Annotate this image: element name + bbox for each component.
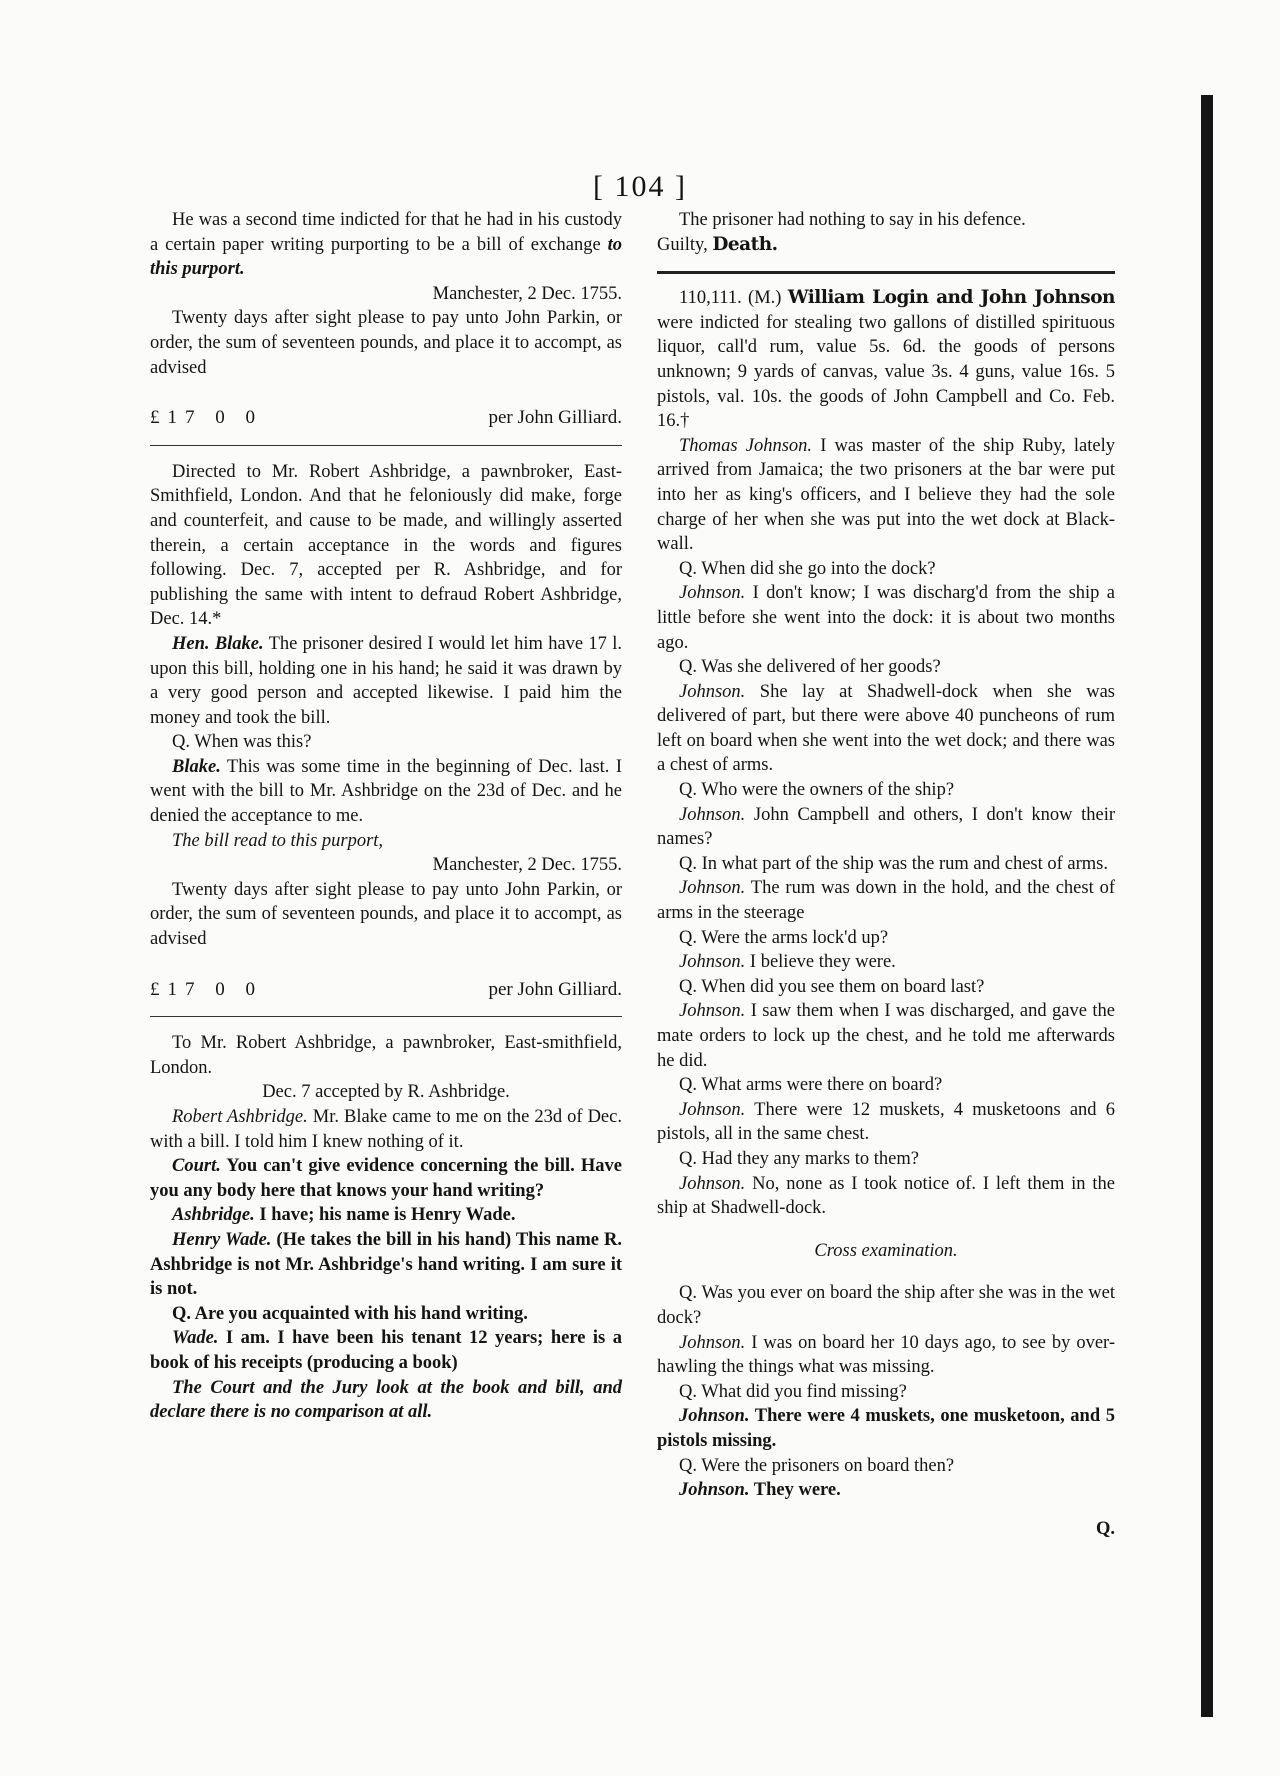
testimony: Johnson. John Campbell and others, I don't know their names? [657,804,1115,850]
testimony: Robert Ashbridge. Mr. Blake came to me on the 23d of Dec. with a bill. I told him I knew nothing of it. [150,1107,622,1152]
catchword: Q. [1095,1518,1115,1539]
bill-signer: per John Gilliard. [488,978,622,1000]
date-line: Manchester, 2 Dec. 1755. [432,855,622,876]
indictment: 110,111. (M.) William Login and John Johnson were indicted for stealing two gallons of distilled spirituous liquor, call'd rum, value 5s. 6d. the goods of persons unknown; 9 yards of canvas, value 3s. 4 guns, value 16s. 5 pistols, val. 10s. the goods of John Campbell and Co. Feb. 16.† [657,287,1115,432]
testimony: Johnson. No, none as I took notice of. I left them in the ship at Shadwell-dock. [657,1173,1115,1219]
bill-amount: £17 0 0 [150,407,263,429]
paragraph: Directed to Mr. Robert Ashbridge, a pawnbroker, East-Smithfield, London. And that he feloniously did make, forge and counterfeit, and cause to be made, and willingly asserted therein, a certain acceptance in the words and figures following. Dec. 7, accepted per R. Ashbridge, and for publishing the same with intent to defraud Robert Ashbridge, Dec. 14.* [150,461,622,630]
paragraph: The prisoner had nothing to say in his defence. [679,210,1026,230]
testimony: Hen. Blake. The prisoner desired I would let him have 17 l. upon this bill, holding one in his hand; he said it was drawn by a very good person and accepted likewise. I paid him the money and took the bill. [150,633,622,728]
testimony: Johnson. I was on board her 10 days ago, to see by over-hawling the things what was missing. [657,1332,1115,1378]
bill-read-heading: The bill read to this purport, [172,830,384,851]
bill-text: Twenty days after sight please to pay unto John Parkin, or order, the sum of seventeen pounds, and place it to accompt, as advised [150,879,622,950]
divider [150,445,622,446]
question: Q. In what part of the ship was the rum and chest of arms. [679,853,1108,874]
divider [657,271,1115,274]
question: Q. What did you find missing? [679,1381,907,1402]
paragraph: He was a second time indicted for that he had in his custody a certain paper writing purporting to be a bill of exchange to this purport. [150,210,622,280]
bill-amount: £17 0 0 [150,978,263,1000]
page-edge-bar [1201,95,1213,1717]
verdict: Guilty, Death. [657,233,778,255]
left-column [150,208,622,1425]
court-note: The Court and the Jury look at the book and bill, and declare there is no comparison at all. [150,1377,622,1423]
testimony: Wade. I am. I have been his tenant 12 years; here is a book of his receipts (producing a book) [150,1328,622,1373]
testimony: Johnson. I saw them when I was discharged, and gave the mate orders to lock up the chest, and he told me afterwards he did. [657,1001,1115,1071]
question: Q. Was she delivered of her goods? [679,657,941,678]
bill-text: Twenty days after sight please to pay unto John Parkin, or order, the sum of seventeen pounds, and place it to accompt, as advised [150,308,622,378]
testimony: Henry Wade. (He takes the bill in his hand) This name R. Ashbridge is not Mr. Ashbridge's hand writing. I am sure it is not. [150,1229,622,1300]
testimony: Johnson. They were. [679,1480,841,1501]
testimony: Ashbridge. I have; his name is Henry Wade. [172,1205,516,1226]
question: Q. Were the arms lock'd up? [679,927,889,948]
testimony: Thomas Johnson. I was master of the ship Ruby, lately arrived from Jamaica; the two prisoners at the bar were put into her as king's officers, and I believe they had the sole charge of her when she was put into the wet dock at Black-wall. [657,435,1115,555]
testimony: Court. You can't give evidence concerning the bill. Have you any body here that knows your hand writing? [150,1156,622,1201]
question: Q. When did you see them on board last? [679,976,985,997]
date-line: Manchester, 2 Dec. 1755. [432,283,622,304]
question: Q. Was you ever on board the ship after she was in the wet dock? [657,1283,1115,1328]
question: Q. Who were the owners of the ship? [679,780,955,801]
page-number: [ 104 ] [593,170,687,203]
right-column [657,208,1115,1541]
testimony: Johnson. There were 12 muskets, 4 musketoons and 6 pistols, all in the same chest. [657,1099,1115,1145]
acceptance-line: Dec. 7 accepted by R. Ashbridge. [262,1082,510,1103]
question: Q. Are you acquainted with his hand writing. [172,1303,528,1324]
testimony: Johnson. There were 4 muskets, one musketoon, and 5 pistols missing. [657,1406,1115,1451]
testimony: Johnson. I don't know; I was discharg'd from the ship a little before she went into the dock: it is about two months ago. [657,583,1115,653]
bill-amount-row [150,978,622,1003]
question: Q. Had they any marks to them? [679,1148,919,1169]
paragraph: To Mr. Robert Ashbridge, a pawnbroker, East-smithfield, London. [150,1033,622,1078]
testimony: Blake. This was some time in the beginning of Dec. last. I went with the bill to Mr. Ashbridge on the 23d of Dec. and he denied the acceptance to me. [150,756,622,827]
cross-examination-heading: Cross examination. [814,1240,958,1261]
divider [150,1016,622,1017]
question: Q. When was this? [172,732,312,753]
testimony: Johnson. The rum was down in the hold, and the chest of arms in the steerage [657,878,1115,924]
bill-signer: per John Gilliard. [488,407,622,429]
bill-amount-row [150,406,622,431]
testimony: Johnson. She lay at Shadwell-dock when she was delivered of part, but there were above 40 puncheons of rum left on board when she went into the wet dock; and there was a chest of arms. [657,681,1115,776]
question: Q. When did she go into the dock? [679,558,936,579]
testimony: Johnson. I believe they were. [679,952,896,973]
question: Q. Were the prisoners on board then? [679,1455,955,1476]
question: Q. What arms were there on board? [679,1075,943,1096]
